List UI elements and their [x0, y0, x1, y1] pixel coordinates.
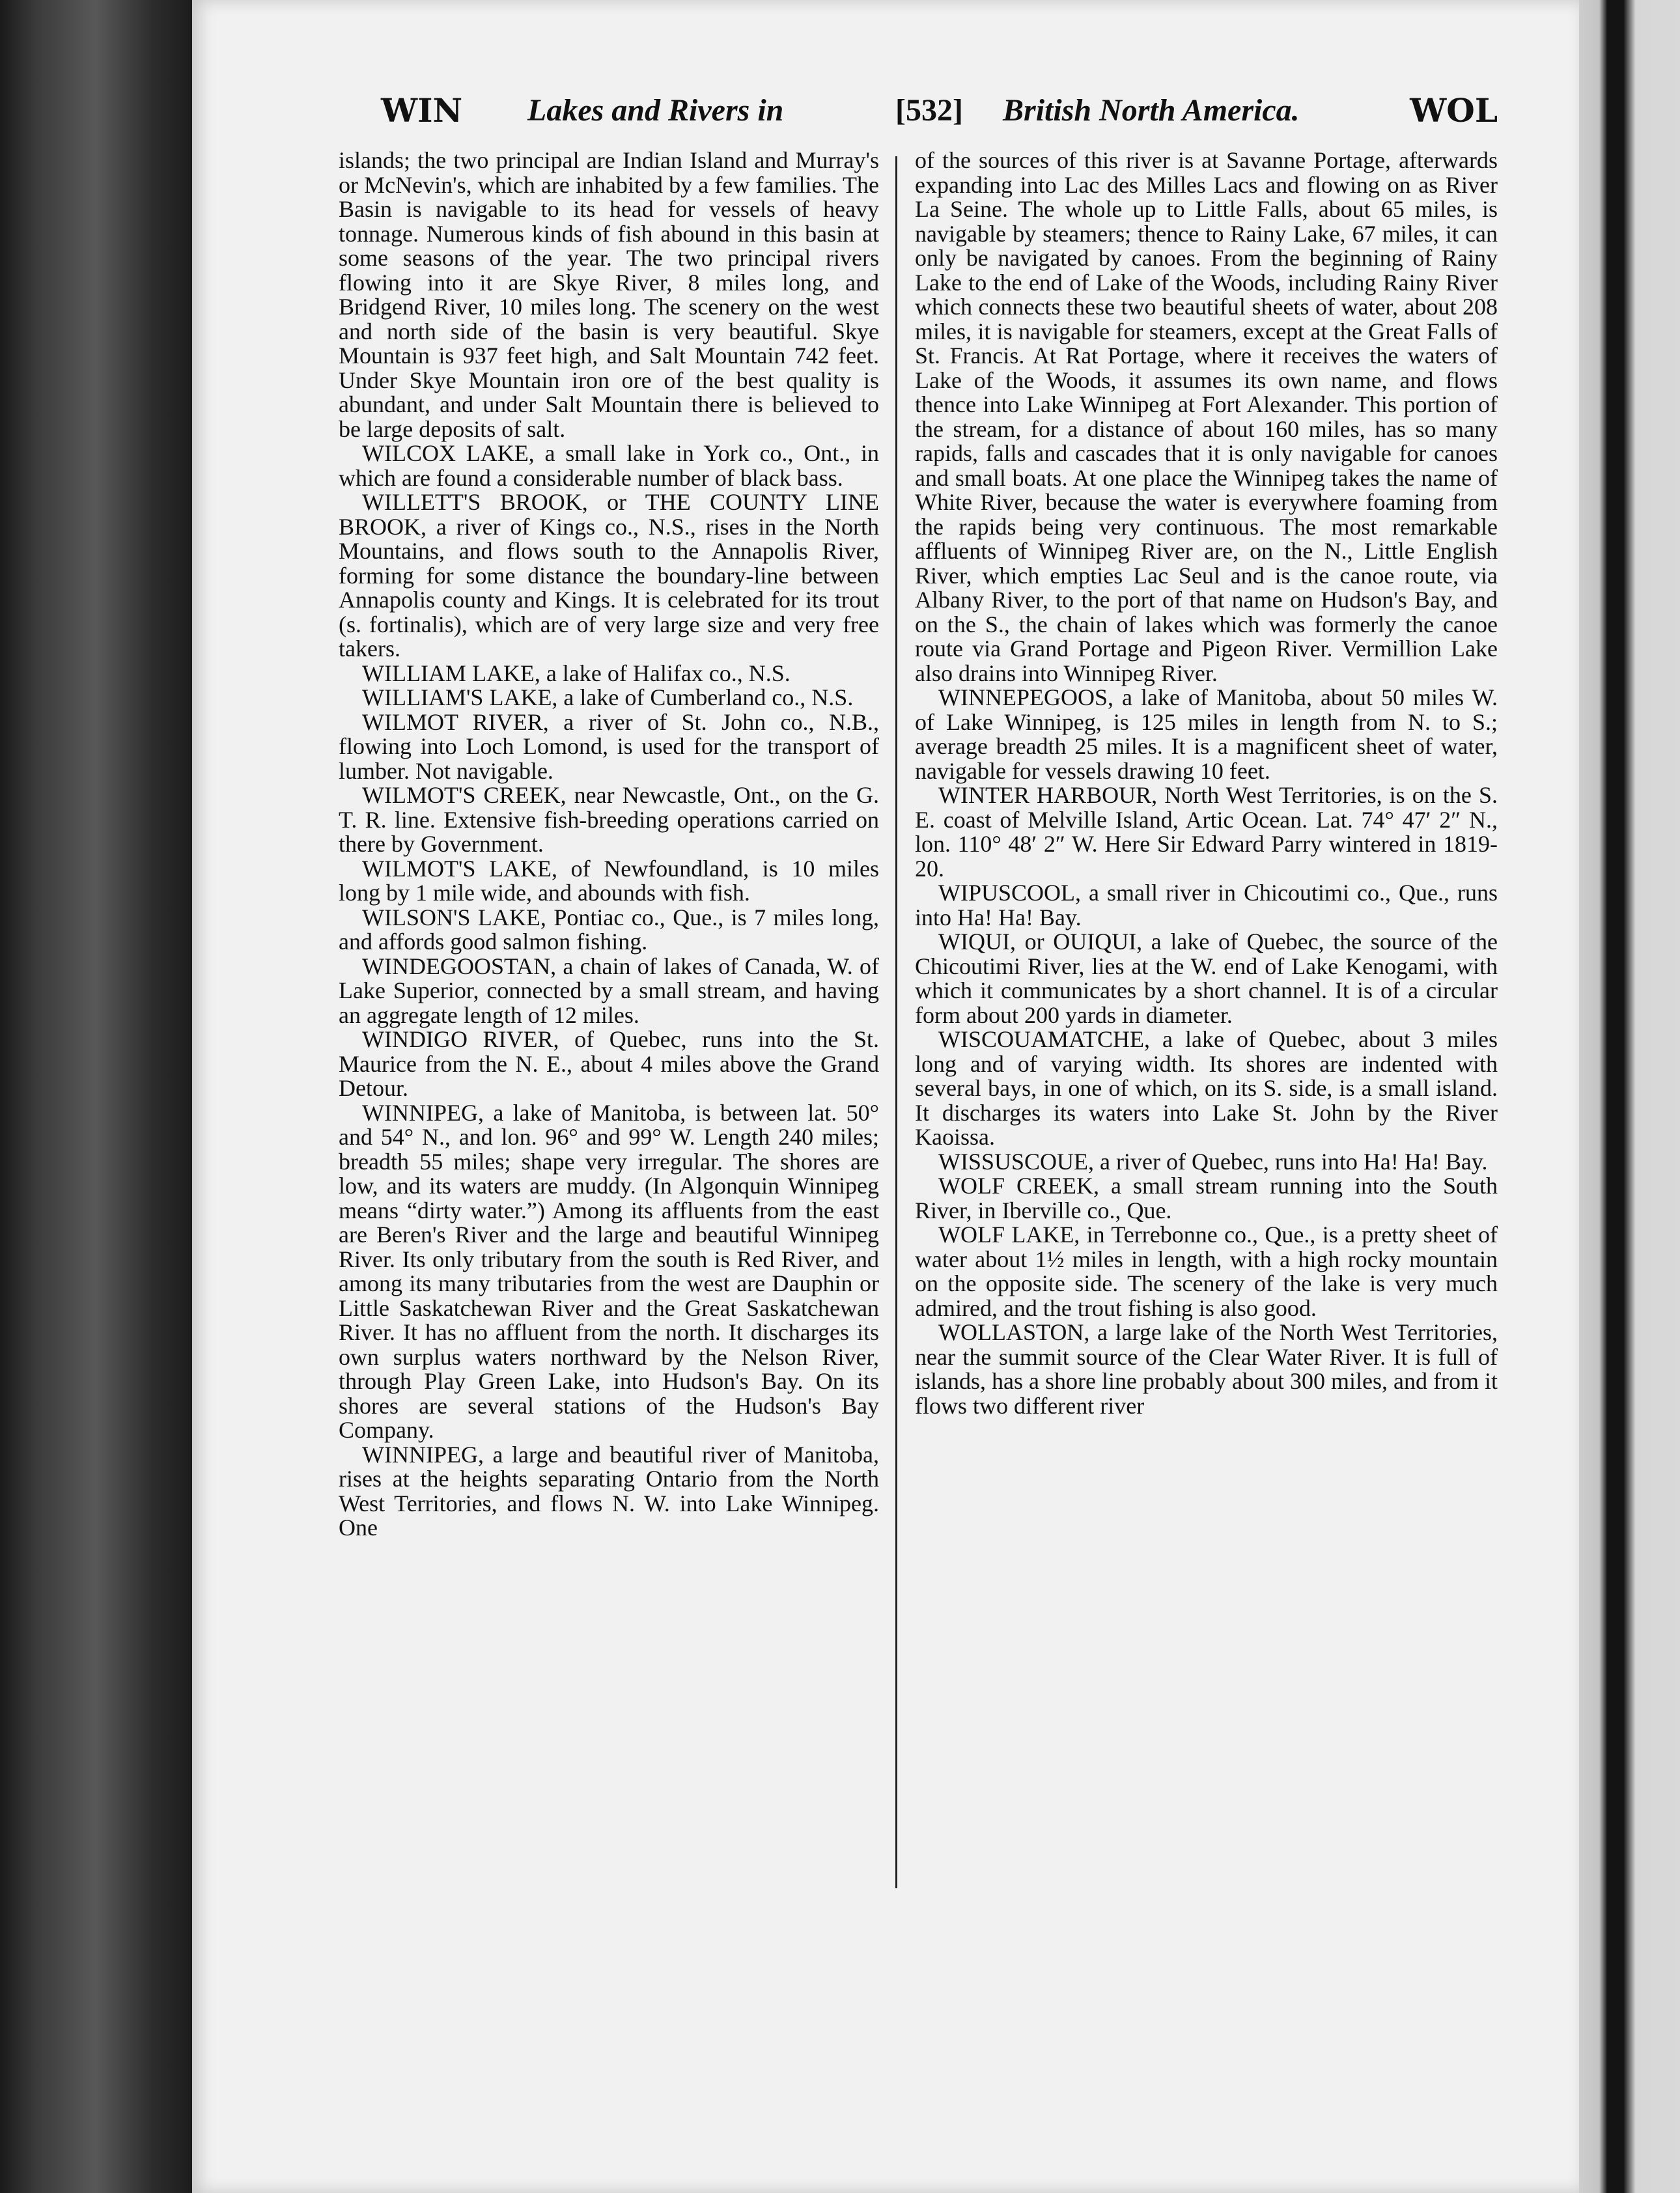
- gazetteer-entry: WIPUSCOOL, a small river in Chicoutimi co., Que., runs into Ha! Ha! Bay.: [915, 880, 1498, 930]
- page-edge-shadow: [1579, 0, 1680, 2193]
- gazetteer-entry: WILSON'S LAKE, Pontiac co., Que., is 7 miles long, and affords good salmon fishing.: [339, 904, 879, 955]
- gazetteer-entry: WILCOX LAKE, a small lake in York co., Ont., in which are found a considerable number of black bass.: [339, 440, 879, 491]
- gazetteer-entry: WIQUI, or OUIQUI, a lake of Quebec, the source of the Chicoutimi River, lies at the W. end of Lake Kenogami, with which it communicates by a short channel. It is of a circular form about 200 yards in diameter.: [915, 929, 1498, 1028]
- gazetteer-entry: WINNIPEG, a lake of Manitoba, is between lat. 50° and 54° N., and lon. 96° and 99° W. Length 240 miles; breadth 55 miles; shape very irregular. The shores are low, and its waters are muddy. (In Algonquin Winnipeg means “dirty water.”) Among its affluents from the east are Beren's River and the large and beautiful Winnipeg River. Its only tributary from the south is Red River, and among its many tributaries from the west are Dauphin or Little Saskatchewan River and the Great Saskatchewan River. It has no affluent from the north. It discharges its own surplus waters northward by the Nelson River, through Play Green Lake, into Hudson's Bay. On its shores are several stations of the Hudson's Bay Company.: [339, 1099, 879, 1443]
- running-title-left: Lakes and Rivers in: [527, 93, 784, 128]
- gazetteer-entry: WINNIPEG, a large and beautiful river of Manitoba, rises at the heights separating Ontario from the North West Territories, and flows N. W. into Lake Winnipeg. One: [339, 1441, 879, 1541]
- column-divider: [895, 156, 897, 1888]
- running-head: [381, 91, 1498, 156]
- gazetteer-entry: WINDIGO RIVER, of Quebec, runs into the St. Maurice from the N. E., about 4 miles above the Grand Detour.: [339, 1026, 879, 1101]
- gazetteer-entry: WILMOT'S LAKE, of Newfoundland, is 10 miles long by 1 mile wide, and abounds with fish.: [339, 855, 879, 906]
- page-number: [532]: [895, 93, 963, 128]
- gazetteer-entry: WOLF LAKE, in Terrebonne co., Que., is a pretty sheet of water about 1½ miles in length, with a high rocky mountain on the opposite side. The scenery of the lake is very much admired, and the trout fishing is also good.: [915, 1222, 1498, 1321]
- gazetteer-entry: WINTER HARBOUR, North West Territories, is on the S. E. coast of Melville Island, Artic Ocean. Lat. 74° 47′ 2″ N., lon. 110° 48′ 2″ W. Here Sir Edward Parry wintered in 1819-20.: [915, 782, 1498, 882]
- right-guide-word: WOL: [1410, 91, 1498, 130]
- gazetteer-entry: WISCOUAMATCHE, a lake of Quebec, about 3 miles long and of varying width. Its shores are indented with several bays, in one of which, on its S. side, is a small island. It discharges its waters into Lake St. John by the River Kaoissa.: [915, 1026, 1498, 1150]
- right-column: [915, 148, 1498, 1900]
- gazetteer-entry: WILMOT'S CREEK, near Newcastle, Ont., on the G. T. R. line. Extensive fish-breeding operations carried on there by Government.: [339, 782, 879, 857]
- gazetteer-entry: WINDEGOOSTAN, a chain of lakes of Canada, W. of Lake Superior, connected by a small stream, and having an aggregate length of 12 miles.: [339, 953, 879, 1028]
- left-column: [339, 148, 879, 1900]
- continued-entry: of the sources of this river is at Savanne Portage, afterwards expanding into Lac des Milles Lacs and flowing on as River La Seine. The whole up to Little Falls, about 65 miles, is navigable by steamers; thence to Rainy Lake, 67 miles, it can only be navigated by canoes. From the beginning of Rainy Lake to the end of Lake of the Woods, including Rainy River which connects these two beautiful sheets of water, about 208 miles, it is navigable for steamers, except at the Great Falls of St. Francis. At Rat Portage, where it receives the waters of Lake of the Woods, it assumes its own name, and flows thence into Lake Winnipeg at Fort Alexander. This portion of the stream, for a distance of about 160 miles, has so many rapids, falls and cascades that it is only navigable for canoes and small boats. At one place the Winnipeg takes the name of White River, because the water is everywhere foaming from the rapids being very continuous. The most remarkable affluents of Winnipeg River are, on the N., Little English River, which empties Lac Seul and is the canoe route, via Albany River, to the port of that name on Hudson's Bay, and on the S., the chain of lakes which was formerly the canoe route via Grand Portage and Pigeon River. Vermillion Lake also drains into Winnipeg River.: [915, 148, 1498, 686]
- continued-entry: islands; the two principal are Indian Island and Murray's or McNevin's, which are inhabited by a few families. The Basin is navigable to its head for vessels of heavy tonnage. Numerous kinds of fish abound in this basin at some seasons of the year. The two principal rivers flowing into it are Skye River, 8 miles long, and Bridgend River, 10 miles long. The scenery on the west and north side of the basin is very beautiful. Skye Mountain is 937 feet high, and Salt Mountain 742 feet. Under Skye Mountain iron ore of the best quality is abundant, and under Salt Mountain there is believed to be large deposits of salt.: [339, 148, 879, 442]
- left-guide-word: WIN: [381, 91, 463, 130]
- gazetteer-entry: WOLF CREEK, a small stream running into the South River, in Iberville co., Que.: [915, 1173, 1498, 1223]
- gazetteer-entry: WOLLASTON, a large lake of the North West Territories, near the summit source of the Clear Water River. It is full of islands, has a shore line probably about 300 miles, and from it flows two different river: [915, 1319, 1498, 1419]
- gazetteer-entry: WISSUSCOUE, a river of Quebec, runs into Ha! Ha! Bay.: [938, 1148, 1488, 1175]
- gazetteer-entry: WINNEPEGOOS, a lake of Manitoba, about 50 miles W. of Lake Winnipeg, is 125 miles in length from N. to S.; average breadth 25 miles. It is a magnificent sheet of water, navigable for vessels drawing 10 feet.: [915, 684, 1498, 784]
- book-binding-shadow: [0, 0, 192, 2193]
- gazetteer-entry: WILMOT RIVER, a river of St. John co., N.B., flowing into Loch Lomond, is used for the transport of lumber. Not navigable.: [339, 708, 879, 784]
- running-title-right: British North America.: [1003, 93, 1300, 128]
- gazetteer-entry: WILLIAM LAKE, a lake of Halifax co., N.S.: [362, 660, 791, 686]
- gazetteer-entry: WILLETT'S BROOK, or THE COUNTY LINE BROOK, a river of Kings co., N.S., rises in the North Mountains, and flows south to the Annapolis River, forming for some distance the boundary-line between Annapolis county and Kings. It is celebrated for its trout (s. fortinalis), which are of very large size and very free takers.: [339, 489, 879, 662]
- gazetteer-entry: WILLIAM'S LAKE, a lake of Cumberland co., N.S.: [362, 684, 854, 710]
